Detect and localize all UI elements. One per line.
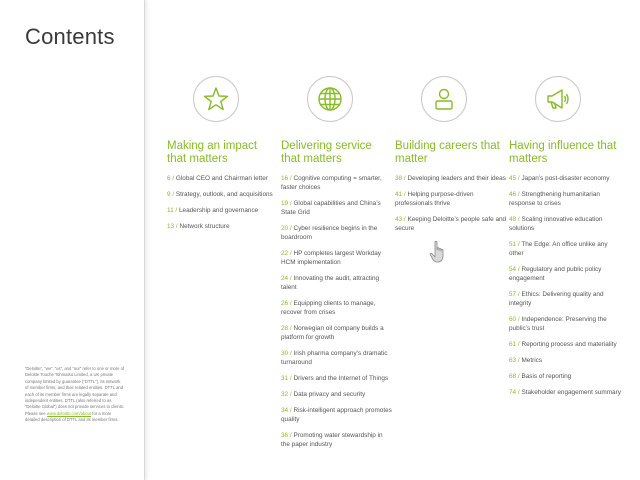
section-heading: Making an impact that matters bbox=[167, 140, 258, 165]
toc-text: Data privacy and security bbox=[291, 391, 366, 398]
page-number: 31 / bbox=[281, 375, 292, 382]
page-number: 46 / bbox=[509, 191, 520, 198]
toc-link[interactable] bbox=[509, 174, 621, 183]
page-number: 63 / bbox=[509, 357, 520, 364]
section-delivering-service bbox=[281, 76, 393, 456]
page-number: 57 / bbox=[509, 291, 520, 298]
toc-link[interactable] bbox=[167, 206, 279, 215]
toc-text: Equipping clients to manage, recover from crises bbox=[281, 300, 376, 316]
page-number: 38 / bbox=[395, 175, 406, 182]
section-heading: Having influence that matters bbox=[509, 140, 617, 165]
toc-text: HP completes largest Workday HCM implementation bbox=[281, 250, 381, 266]
page-number: 24 / bbox=[281, 275, 292, 282]
toc-link[interactable] bbox=[281, 224, 393, 242]
page-number: 6 / bbox=[167, 175, 175, 182]
toc-text: Leadership and governance bbox=[177, 207, 259, 214]
toc-text: Metrics bbox=[519, 357, 543, 364]
disclaimer bbox=[25, 366, 125, 424]
sidebar bbox=[0, 0, 145, 480]
toc-text: The Edge: An office unlike any other bbox=[509, 241, 608, 257]
page-number: 26 / bbox=[281, 300, 292, 307]
toc-text: Norwegian oil company builds a platform for growth bbox=[281, 325, 384, 341]
toc-text: Cyber resilience begins in the boardroom bbox=[281, 225, 378, 241]
toc-text: Network structure bbox=[177, 223, 230, 230]
page-number: 60 / bbox=[509, 316, 520, 323]
toc-text: Ethics: Delivering quality and integrity bbox=[509, 291, 604, 307]
page-number: 16 / bbox=[281, 175, 292, 182]
star-icon-button[interactable] bbox=[193, 76, 239, 122]
toc-text: Scaling innovative education solutions bbox=[509, 216, 603, 232]
section-heading: Delivering service that matters bbox=[281, 140, 372, 165]
megaphone-icon-button[interactable] bbox=[535, 76, 581, 122]
megaphone-icon bbox=[545, 86, 571, 112]
toc-link[interactable] bbox=[395, 174, 507, 183]
toc-link[interactable] bbox=[281, 374, 393, 383]
toc-text: Reporting process and materiality bbox=[519, 341, 617, 348]
toc-link[interactable] bbox=[281, 406, 393, 424]
toc-link[interactable] bbox=[281, 299, 393, 317]
toc-link[interactable] bbox=[281, 324, 393, 342]
toc-link[interactable] bbox=[281, 274, 393, 292]
toc-text: Risk-intelligent approach promotes quality bbox=[281, 407, 392, 423]
toc-link[interactable] bbox=[509, 265, 621, 283]
toc-link[interactable] bbox=[281, 349, 393, 367]
person-icon-button[interactable] bbox=[421, 76, 467, 122]
page-number: 43 / bbox=[395, 216, 406, 223]
page-number: 34 / bbox=[281, 407, 292, 414]
section-heading: Building careers that matter bbox=[395, 140, 500, 165]
toc-link[interactable] bbox=[509, 215, 621, 233]
page-number: 20 / bbox=[281, 225, 292, 232]
toc-link[interactable] bbox=[509, 190, 621, 208]
toc-link[interactable] bbox=[281, 199, 393, 217]
section-building-careers bbox=[395, 76, 507, 240]
page-number: 51 / bbox=[509, 241, 520, 248]
page-number: 30 / bbox=[281, 350, 292, 357]
toc-link[interactable] bbox=[509, 372, 621, 381]
toc-link[interactable] bbox=[281, 174, 393, 192]
page-number: 32 / bbox=[281, 391, 292, 398]
toc-text: Strengthening humanitarian response to crises bbox=[509, 191, 600, 207]
toc-link[interactable] bbox=[395, 215, 507, 233]
toc-link[interactable] bbox=[509, 340, 621, 349]
section-making-impact bbox=[167, 76, 279, 238]
toc-text: Stakeholder engagement summary bbox=[519, 389, 621, 396]
toc-text: Keeping Deloitte’s people safe and secure bbox=[395, 216, 507, 232]
toc-text: Promoting water stewardship in the paper industry bbox=[281, 432, 383, 448]
toc-link[interactable] bbox=[509, 315, 621, 333]
page-number: 54 / bbox=[509, 266, 520, 273]
toc-text: Global CEO and Chairman letter bbox=[174, 175, 268, 182]
toc-link[interactable] bbox=[509, 240, 621, 258]
about-link[interactable]: www.deloitte.com/about bbox=[46, 410, 92, 416]
globe-icon-button[interactable] bbox=[307, 76, 353, 122]
disclaimer-text: “Deloitte”, “we”, “us”, and “our” refer to one or more of Deloitte Touche Tohmatsu Limited, a UK private company limited by guarantee (“DTTL”), its network of member firms, and their related entities. DTTL and each of its member firms are legally separate and independent entities. DTTL (also referred to as “Deloitte Global”) does not provide services to clients. Please see bbox=[25, 366, 125, 416]
toc-link[interactable] bbox=[281, 249, 393, 267]
page-number: 36 / bbox=[281, 432, 292, 439]
page-number: 19 / bbox=[281, 200, 292, 207]
page-number: 74 / bbox=[509, 389, 520, 396]
page-number: 45 / bbox=[509, 175, 520, 182]
page-number: 9 / bbox=[167, 191, 175, 198]
toc-text: Innovating the audit, attracting talent bbox=[281, 275, 380, 291]
toc-text: Regulatory and public policy engagement bbox=[509, 266, 602, 282]
page-number: 28 / bbox=[281, 325, 292, 332]
page-number: 11 / bbox=[167, 207, 178, 214]
toc-text: Independence: Preserving the public’s trust bbox=[509, 316, 607, 332]
section-having-influence bbox=[509, 76, 621, 404]
toc-link[interactable] bbox=[167, 222, 279, 231]
toc-text: Global capabilities and China’s State Grid bbox=[281, 200, 381, 216]
toc-text: Helping purpose-driven professionals thrive bbox=[395, 191, 474, 207]
page-title: Contents bbox=[25, 24, 115, 49]
star-icon bbox=[203, 86, 229, 112]
page-number: 48 / bbox=[509, 216, 520, 223]
page-number: 61 / bbox=[509, 341, 520, 348]
page-number: 41 / bbox=[395, 191, 406, 198]
toc-link[interactable] bbox=[281, 431, 393, 449]
person-icon bbox=[431, 86, 457, 112]
hand-cursor-icon bbox=[428, 240, 448, 264]
toc-link[interactable] bbox=[167, 190, 279, 199]
page-number: 68 / bbox=[509, 373, 520, 380]
toc-text: Japan’s post-disaster economy bbox=[519, 175, 610, 182]
toc-link[interactable] bbox=[509, 356, 621, 365]
toc-link[interactable] bbox=[167, 174, 279, 183]
toc-link[interactable] bbox=[281, 390, 393, 399]
globe-icon bbox=[317, 86, 343, 112]
toc-text: Drivers and the Internet of Things bbox=[291, 375, 389, 382]
toc-text: Basis of reporting bbox=[519, 373, 572, 380]
page-number: 13 / bbox=[167, 223, 178, 230]
toc-text: Developing leaders and their ideas bbox=[405, 175, 506, 182]
page-number: 22 / bbox=[281, 250, 292, 257]
toc-link[interactable] bbox=[509, 290, 621, 308]
toc-text: Irish pharma company’s dramatic turnaround bbox=[281, 350, 388, 366]
disclaimer-text-end: for a more detailed description of DTTL and its member firms. bbox=[25, 410, 119, 423]
toc-link[interactable] bbox=[395, 190, 507, 208]
toc-text: Strategy, outlook, and acquisitions bbox=[174, 191, 273, 198]
toc-link[interactable] bbox=[509, 388, 621, 397]
toc-text: Cognitive computing = smarter, faster choices bbox=[281, 175, 382, 191]
